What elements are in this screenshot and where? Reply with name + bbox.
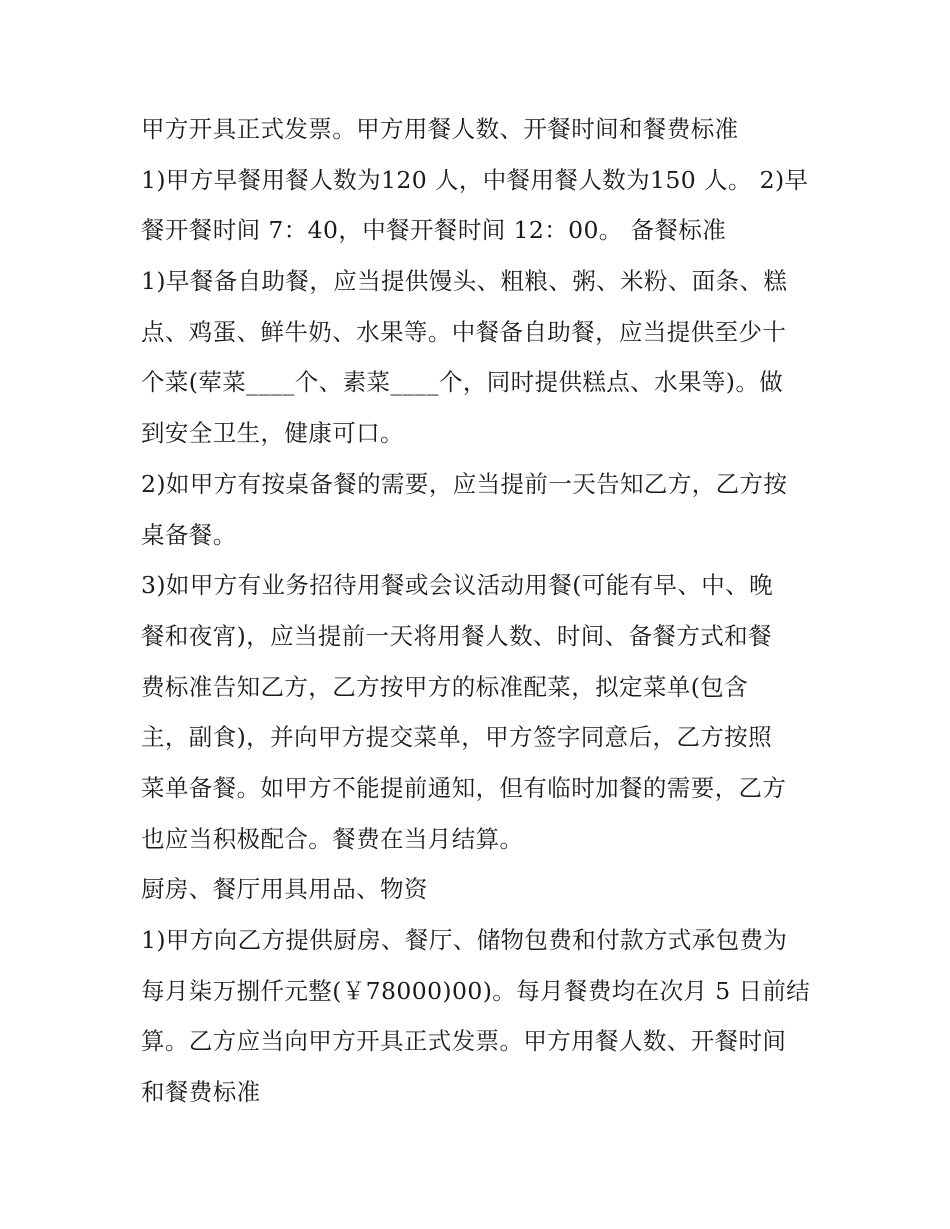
text-line: 餐和夜宵)，应当提前一天将用餐人数、时间、备餐方式和餐 [141,621,772,650]
text-line: 算。乙方应当向甲方开具正式发票。甲方用餐人数、开餐时间 [141,1027,787,1056]
text-line: 主，副食)，并向甲方提交菜单，甲方签字同意后，乙方按照 [141,723,772,752]
text-line: 个菜(荤菜____个、素菜____个，同时提供糕点、水果等)。做 [141,368,784,397]
document-body [141,110,841,1124]
text-line: 桌备餐。 [141,520,237,549]
text-line: 到安全卫生，健康可口。 [141,419,404,448]
text-line: 菜单备餐。如甲方不能提前通知，但有临时加餐的需要，乙方 [141,773,787,802]
text-line: 每月柒万捌仟元整(￥78000)00)。每月餐费均在次月 5 日前结 [141,976,811,1005]
text-line: 甲方开具正式发票。甲方用餐人数、开餐时间和餐费标准 [141,115,739,143]
text-line: 3)如甲方有业务招待用餐或会议活动用餐(可能有早、中、晚 [141,571,773,600]
text-line: 餐开餐时间 7：40，中餐开餐时间 12：00。 备餐标准 [141,216,727,245]
text-line: 2)如甲方有按桌备餐的需要，应当提前一天告知乙方，乙方按 [141,469,788,498]
text-line: 1)甲方早餐用餐人数为120 人，中餐用餐人数为150 人。 2)早 [141,165,809,194]
text-line: 也应当积极配合。餐费在当月结算。 [141,824,524,853]
text-line: 1)甲方向乙方提供厨房、餐厅、储物包费和付款方式承包费为 [141,926,788,954]
text-line: 厨房、餐厅用具用品、物资 [141,875,428,904]
text-line: 和餐费标准 [141,1078,261,1107]
text-line: 1)早餐备自助餐，应当提供馒头、粗粮、粥、米粉、面条、糕 [141,267,788,296]
text-line: 点、鸡蛋、鲜牛奶、水果等。中餐备自助餐，应当提供至少十 [141,317,787,346]
text-line: 费标准告知乙方，乙方按甲方的标准配菜，拟定菜单(包含 [141,672,749,701]
